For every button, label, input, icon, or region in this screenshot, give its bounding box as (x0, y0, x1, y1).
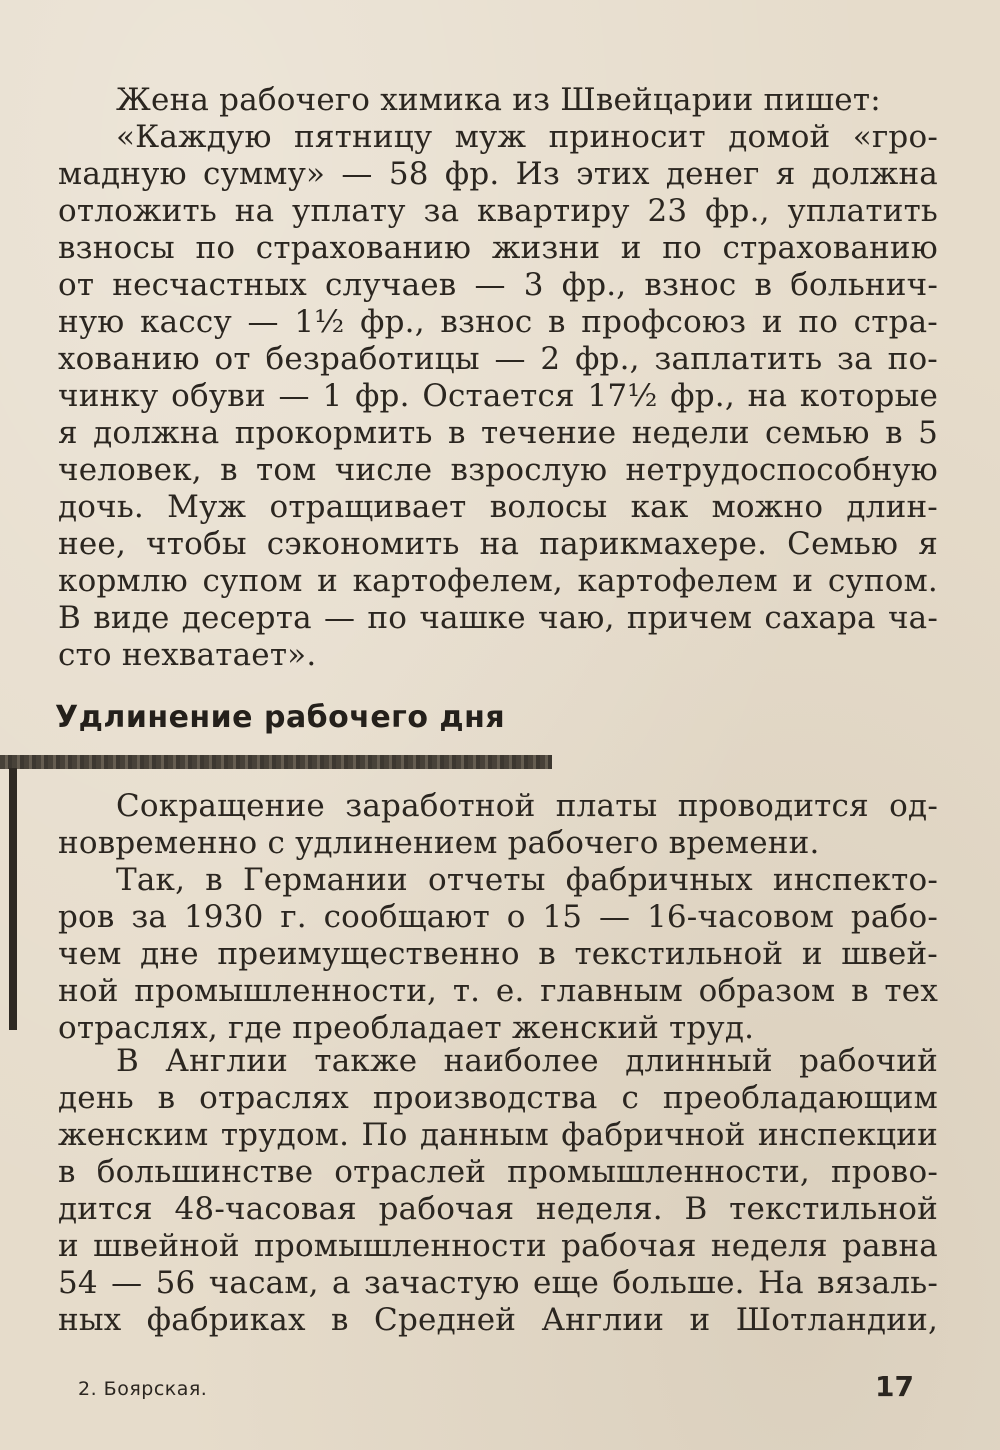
text-line: чинку обуви — 1 фр. Остается 17½ фр., на которые (58, 378, 938, 414)
text-line: кормлю супом и картофелем, картофелем и супом. (58, 563, 938, 599)
text-line: день в отраслях производства с преобладающим (58, 1080, 938, 1116)
text-line: ной промышленности, т. е. главным образом в тех (58, 973, 938, 1009)
text-line: женским трудом. По данным фабричной инспекции (58, 1117, 938, 1153)
text-line: Сокращение заработной платы проводится од- (116, 788, 938, 824)
text-line: В виде десерта — по чашке чаю, причем сахара ча- (58, 600, 938, 636)
text-line: дится 48-часовая рабочая неделя. В текстильной (58, 1191, 938, 1227)
england-paragraph (58, 1043, 938, 1339)
letter-paragraph (58, 82, 938, 674)
signature-mark: 2. Боярская. (78, 1378, 208, 1400)
text-line: отраслях, где преобладает женский труд. (58, 1010, 755, 1046)
text-line: ров за 1930 г. сообщают о 15 — 16-часовом рабо- (58, 899, 938, 935)
germany-paragraph (58, 788, 938, 1047)
text-line: ных фабриках в Средней Англии и Шотландии, (58, 1302, 938, 1338)
page-number: 17 (875, 1370, 914, 1403)
text-line: сто нехватает». (58, 637, 317, 673)
text-line: хованию от безработицы — 2 фр., заплатить за по- (58, 341, 938, 377)
text-line: нее, чтобы сэкономить на парикмахере. Семью я (58, 526, 938, 562)
heading-rule (0, 755, 552, 769)
text-line: и швейной промышленности рабочая неделя равна (58, 1228, 938, 1264)
text-line: дочь. Муж отращивает волосы как можно длин- (58, 489, 938, 525)
text-line: отложить на уплату за квартиру 23 фр., уплатить (58, 193, 938, 229)
text-line: от несчастных случаев — 3 фр., взнос в больнич- (58, 267, 938, 303)
text-line: «Каждую пятницу муж приносит домой «гро- (116, 119, 938, 155)
text-line: ную кассу — 1½ фр., взнос в профсоюз и по стра- (58, 304, 938, 340)
text-line: 54 — 56 часам, а зачастую еще больше. На вязаль- (58, 1265, 938, 1301)
text-line: новременно с удлинением рабочего времени. (58, 825, 820, 861)
margin-bar (9, 768, 17, 1030)
text-line: чем дне преимущественно в текстильной и швей- (58, 936, 938, 972)
text-line: я должна прокормить в течение недели семью в 5 (58, 415, 938, 451)
section-heading: Удлинение рабочего дня (55, 700, 506, 735)
text-line: мадную сумму» — 58 фр. Из этих денег я должна (58, 156, 938, 192)
text-line: Жена рабочего химика из Швейцарии пишет: (116, 82, 881, 118)
text-line: в большинстве отраслей промышленности, прово- (58, 1154, 938, 1190)
text-line: взносы по страхованию жизни и по страхованию (58, 230, 938, 266)
text-line: человек, в том числе взрослую нетрудоспособную (58, 452, 938, 488)
text-line: Так, в Германии отчеты фабричных инспекто- (116, 862, 938, 898)
text-line: В Англии также наиболее длинный рабочий (116, 1043, 938, 1079)
